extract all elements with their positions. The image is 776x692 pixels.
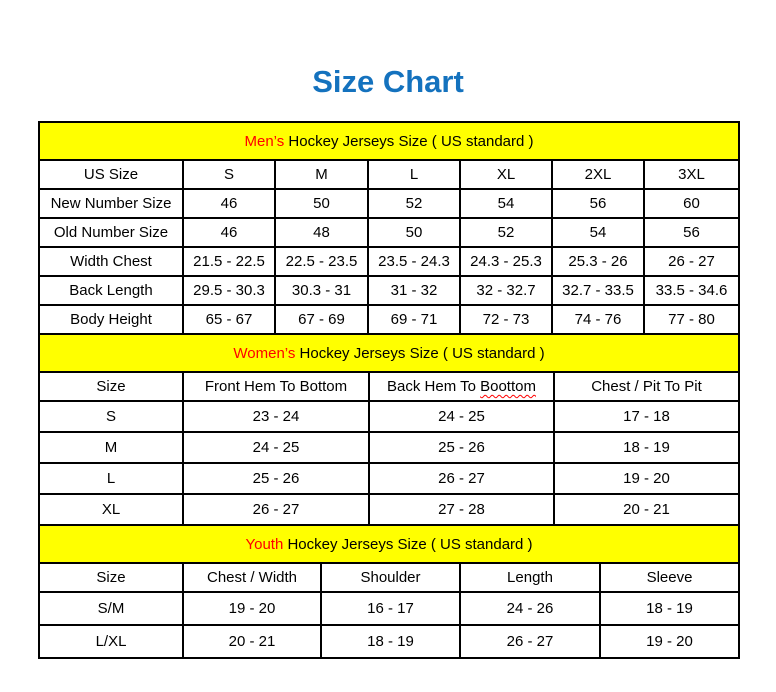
size-value-cell: 19 - 20: [183, 592, 321, 625]
youth-header-row: [39, 563, 739, 592]
table-row-womens-s: [39, 401, 739, 432]
table-row-youth-lxl: [39, 625, 739, 658]
mens-label-rest: Hockey Jerseys Size ( US standard ): [288, 132, 534, 150]
table-row-womens-l: [39, 463, 739, 494]
youth-label-rest: Hockey Jerseys Size ( US standard ): [287, 535, 533, 553]
row-label: Back Length: [39, 276, 183, 305]
womens-section-title: [39, 334, 739, 372]
size-value-cell: 56: [552, 189, 644, 218]
back-hem-misspelled-word: Boottom: [480, 378, 536, 395]
size-value-cell: 25.3 - 26: [552, 247, 644, 276]
size-chart-tables: [38, 121, 738, 659]
size-value-cell: 72 - 73: [460, 305, 552, 334]
row-label: L/XL: [39, 625, 183, 658]
table-row-new-number-size: [39, 189, 739, 218]
mens-size-table: [38, 121, 740, 335]
size-value-cell: 56: [644, 218, 739, 247]
size-value-cell: 19 - 20: [600, 625, 739, 658]
mens-section-band: [39, 122, 739, 160]
size-value-cell: 23.5 - 24.3: [368, 247, 460, 276]
size-value-cell: 24 - 25: [369, 401, 554, 432]
size-value-cell: 26 - 27: [644, 247, 739, 276]
size-value-cell: 67 - 69: [275, 305, 368, 334]
row-label: Width Chest: [39, 247, 183, 276]
size-value-cell: 26 - 27: [369, 463, 554, 494]
size-value-cell: 69 - 71: [368, 305, 460, 334]
size-value-cell: 16 - 17: [321, 592, 460, 625]
womens-section-band: [39, 334, 739, 372]
column-header-2xl: 2XL: [552, 160, 644, 189]
size-value-cell: 29.5 - 30.3: [183, 276, 275, 305]
size-value-cell: 22.5 - 23.5: [275, 247, 368, 276]
column-header-m: M: [275, 160, 368, 189]
size-value-cell: 32 - 32.7: [460, 276, 552, 305]
size-value-cell: 17 - 18: [554, 401, 739, 432]
column-header-chest-pit: Chest / Pit To Pit: [554, 372, 739, 401]
size-value-cell: 24.3 - 25.3: [460, 247, 552, 276]
womens-label-rest: Hockey Jerseys Size ( US standard ): [299, 344, 545, 362]
size-value-cell: 65 - 67: [183, 305, 275, 334]
size-value-cell: 50: [275, 189, 368, 218]
table-row-body-height: [39, 305, 739, 334]
size-value-cell: 60: [644, 189, 739, 218]
size-value-cell: 30.3 - 31: [275, 276, 368, 305]
size-value-cell: 32.7 - 33.5: [552, 276, 644, 305]
size-value-cell: 54: [460, 189, 552, 218]
mens-section-title: [39, 122, 739, 160]
size-value-cell: 77 - 80: [644, 305, 739, 334]
column-header-s: S: [183, 160, 275, 189]
size-value-cell: 27 - 28: [369, 494, 554, 525]
size-value-cell: 74 - 76: [552, 305, 644, 334]
size-value-cell: 52: [460, 218, 552, 247]
column-header-chest-width: Chest / Width: [183, 563, 321, 592]
size-value-cell: 54: [552, 218, 644, 247]
table-row-back-length: [39, 276, 739, 305]
column-header-size: Size: [39, 372, 183, 401]
size-value-cell: 20 - 21: [554, 494, 739, 525]
size-value-cell: 50: [368, 218, 460, 247]
row-label: New Number Size: [39, 189, 183, 218]
size-value-cell: 24 - 25: [183, 432, 369, 463]
column-header-back-hem: [369, 372, 554, 401]
column-header-us-size: US Size: [39, 160, 183, 189]
womens-size-table: [38, 333, 740, 526]
column-header-length: Length: [460, 563, 600, 592]
row-label: S/M: [39, 592, 183, 625]
youth-size-table: [38, 524, 740, 659]
column-header-xl: XL: [460, 160, 552, 189]
size-value-cell: 46: [183, 189, 275, 218]
youth-label-accent: Youth: [245, 535, 284, 553]
size-value-cell: 25 - 26: [369, 432, 554, 463]
column-header-front-hem: Front Hem To Bottom: [183, 372, 369, 401]
size-value-cell: 48: [275, 218, 368, 247]
womens-label-accent: Women’s: [233, 344, 296, 362]
size-value-cell: 24 - 26: [460, 592, 600, 625]
size-value-cell: 52: [368, 189, 460, 218]
size-value-cell: 21.5 - 22.5: [183, 247, 275, 276]
row-label: S: [39, 401, 183, 432]
row-label: L: [39, 463, 183, 494]
youth-section-title: [39, 525, 739, 563]
size-value-cell: 33.5 - 34.6: [644, 276, 739, 305]
mens-label-accent: Men’s: [244, 132, 285, 150]
size-value-cell: 18 - 19: [321, 625, 460, 658]
size-value-cell: 31 - 32: [368, 276, 460, 305]
table-row-womens-m: [39, 432, 739, 463]
size-value-cell: 46: [183, 218, 275, 247]
size-value-cell: 26 - 27: [183, 494, 369, 525]
table-row-width-chest: [39, 247, 739, 276]
back-hem-prefix: Back Hem To: [387, 378, 476, 395]
size-value-cell: 19 - 20: [554, 463, 739, 494]
size-value-cell: 23 - 24: [183, 401, 369, 432]
womens-header-row: [39, 372, 739, 401]
column-header-shoulder: Shoulder: [321, 563, 460, 592]
row-label: XL: [39, 494, 183, 525]
column-header-l: L: [368, 160, 460, 189]
size-value-cell: 18 - 19: [554, 432, 739, 463]
column-header-sleeve: Sleeve: [600, 563, 739, 592]
column-header-3xl: 3XL: [644, 160, 739, 189]
youth-section-band: [39, 525, 739, 563]
row-label: Body Height: [39, 305, 183, 334]
table-row-youth-sm: [39, 592, 739, 625]
size-value-cell: 20 - 21: [183, 625, 321, 658]
table-row-old-number-size: [39, 218, 739, 247]
column-header-size: Size: [39, 563, 183, 592]
table-row-womens-xl: [39, 494, 739, 525]
page-title: Size Chart: [312, 64, 464, 99]
row-label: Old Number Size: [39, 218, 183, 247]
row-label: M: [39, 432, 183, 463]
mens-header-row: [39, 160, 739, 189]
size-value-cell: 26 - 27: [460, 625, 600, 658]
size-value-cell: 18 - 19: [600, 592, 739, 625]
size-value-cell: 25 - 26: [183, 463, 369, 494]
